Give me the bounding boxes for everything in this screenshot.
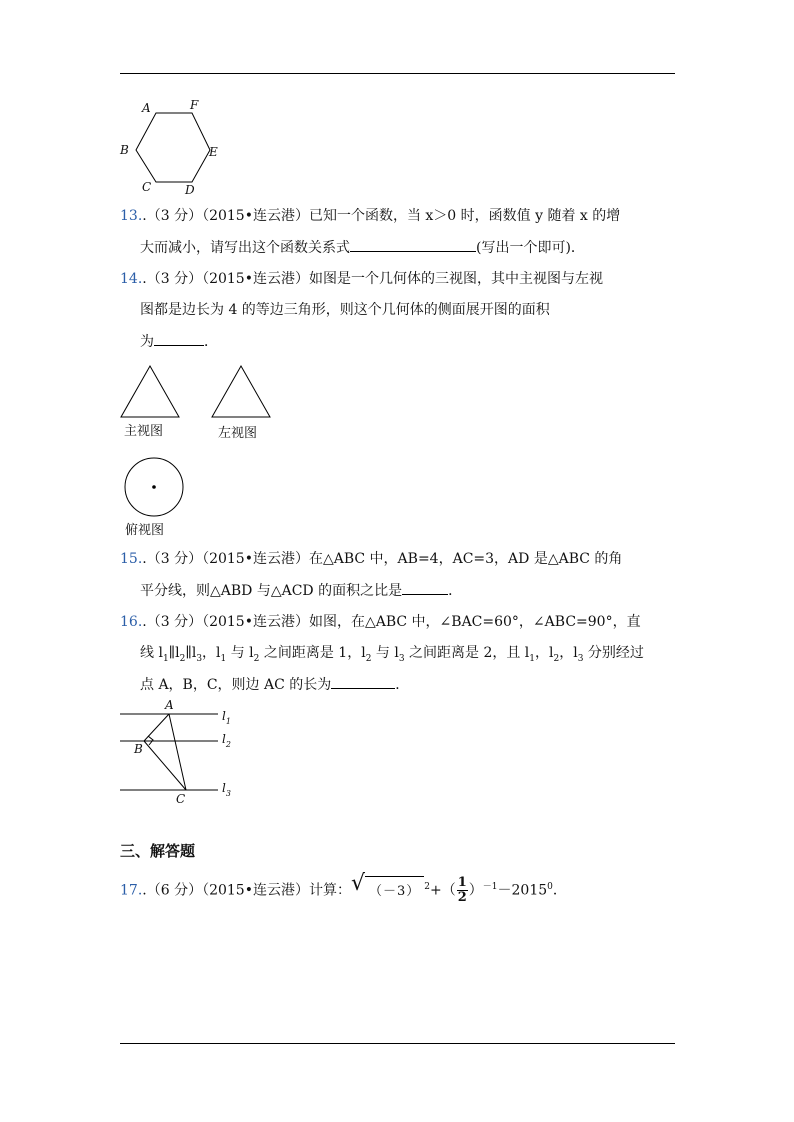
hexagon-label-e: E (209, 145, 218, 159)
sqrt-exponent: 2 (424, 882, 430, 892)
q16-t: ，l (202, 645, 221, 661)
q16-sub: 3 (196, 653, 203, 664)
fraction-denominator: 2 (457, 890, 467, 906)
q16-t: 之间距离是 1，l (259, 645, 366, 661)
q17-minus-2015: －2015 (497, 882, 548, 899)
hexagon-svg (116, 98, 226, 198)
line-label-sub: 3 (225, 789, 231, 798)
q16-sub: 2 (179, 653, 186, 664)
q16-line1 (120, 612, 680, 632)
q14-line1 (120, 269, 680, 289)
q16-t: 之间距离是 2，且 l (404, 645, 530, 661)
q16-sub: 2 (365, 653, 372, 664)
q15-head: .（3 分）（2015•连云港）在△ABC 中，AB=4，AC=3，AD 是△ABC 的角 (142, 551, 623, 567)
q13-line1 (120, 206, 680, 226)
hexagon-label-c: C (142, 180, 152, 194)
fraction-numerator: 1 (457, 875, 467, 891)
q15-answer-blank (402, 580, 448, 595)
header-rule (120, 73, 675, 74)
q16-sub: 1 (162, 653, 169, 664)
q16-line2 (140, 643, 680, 669)
q16-sub: 3 (398, 653, 405, 664)
line-label-l2 (222, 732, 231, 749)
segment-ab (144, 714, 169, 741)
q16-t: 分别经过 (583, 645, 644, 661)
exponent-zero: 0 (547, 882, 553, 892)
q13-text: 大而减小，请写出这个函数关系式 (140, 240, 350, 256)
q15-text: 平分线，则△ABD 与△ACD 的面积之比是 (140, 583, 403, 599)
radical-sign: √ (350, 871, 365, 897)
q16-answer-blank (331, 674, 395, 689)
q17-head: .（6 分）（2015•连云港）计算： (142, 882, 351, 899)
top-view-caption: 俯视图 (125, 523, 165, 538)
q17-number: 17. (120, 882, 143, 899)
q17-plus: +（ (429, 882, 456, 899)
fraction-half (457, 876, 468, 905)
q17-close-paren: ） (468, 882, 483, 899)
q13-text-end: (写出一个即可)． (476, 240, 585, 256)
hexagon-label-a: A (142, 101, 151, 115)
segment-ac (169, 714, 186, 790)
q15-number: 15. (120, 551, 143, 567)
q14-text: 图都是边长为 4 的等边三角形，则这个几何体的侧面展开图的面积 (140, 302, 550, 318)
hexagon-label-d: D (185, 183, 195, 197)
q16-sub: 1 (220, 653, 227, 664)
segment-bc (144, 741, 186, 790)
q14-line3 (140, 331, 680, 352)
q14-answer-blank (154, 331, 204, 346)
left-view-caption: 左视图 (218, 426, 258, 441)
section-heading: 三、解答题 (120, 842, 196, 860)
q16-number: 16. (120, 614, 143, 630)
q16-t: 与 l (226, 645, 254, 661)
q15-line2 (140, 580, 680, 601)
parallel-lines-svg (118, 697, 248, 807)
front-view-caption: 主视图 (124, 424, 164, 439)
q16-line3 (140, 674, 680, 695)
q16-sub: 2 (253, 653, 260, 664)
q16-sub: 3 (577, 653, 584, 664)
sqrt-expression (350, 871, 424, 905)
q13-head: .（3 分）（2015•连云港）已知一个函数，当 x＞0 时，函数值 y 随着 x 的增 (142, 208, 621, 224)
q15-text-end: ． (448, 583, 463, 599)
q14-text-end: ． (204, 334, 218, 350)
footer-rule (120, 1043, 675, 1044)
top-view-center-dot (152, 485, 156, 489)
q16-sub: 1 (529, 653, 536, 664)
q16-t: ∥l (185, 645, 197, 661)
hexagon-shape (136, 113, 210, 182)
three-views-svg (115, 362, 285, 542)
line-label-base: l (222, 732, 226, 746)
line-label-l3 (222, 781, 231, 798)
q17-end: ． (552, 882, 567, 899)
point-label-c: C (176, 792, 186, 806)
q16-t: 线 l (140, 645, 163, 661)
point-label-a: A (165, 698, 174, 712)
q16-sub: 2 (553, 653, 560, 664)
hexagon-label-f: F (190, 98, 199, 112)
parallel-lines-figure (118, 697, 248, 807)
q16-t: ，l (535, 645, 554, 661)
q15-line1 (120, 549, 680, 569)
q16-t: 与 l (371, 645, 399, 661)
line-label-base: l (222, 709, 226, 723)
q13-line2 (140, 237, 680, 258)
q16-text: 点 A，B，C，则边 AC 的长为 (140, 677, 332, 693)
q14-line2 (140, 300, 680, 320)
line-label-sub: 1 (225, 717, 231, 726)
q16-t: ∥l (168, 645, 180, 661)
hexagon-figure (116, 98, 226, 198)
left-view-triangle (212, 366, 270, 417)
q13-answer-blank (350, 237, 476, 252)
hexagon-label-b: B (120, 143, 129, 157)
point-label-b: B (134, 742, 143, 756)
q16-head: .（3 分）（2015•连云港）如图，在△ABC 中，∠BAC=60°，∠ABC=90°，直 (142, 614, 641, 630)
q13-number: 13. (120, 208, 143, 224)
q14-head: .（3 分）（2015•连云港）如图是一个几何体的三视图，其中主视图与左视 (142, 271, 603, 287)
line-label-base: l (222, 781, 226, 795)
q16-text-end: ． (395, 677, 410, 693)
q14-number: 14. (120, 271, 143, 287)
line-label-l1 (222, 709, 231, 726)
q16-t: ，l (559, 645, 578, 661)
front-view-triangle (121, 366, 179, 417)
line-label-sub: 2 (225, 740, 231, 749)
q17-line1 (120, 871, 680, 906)
sqrt-body: （－3） (365, 876, 424, 905)
q14-text-prefix: 为 (140, 334, 154, 350)
exponent-neg1: －1 (482, 882, 498, 892)
three-views-figure (115, 362, 285, 542)
